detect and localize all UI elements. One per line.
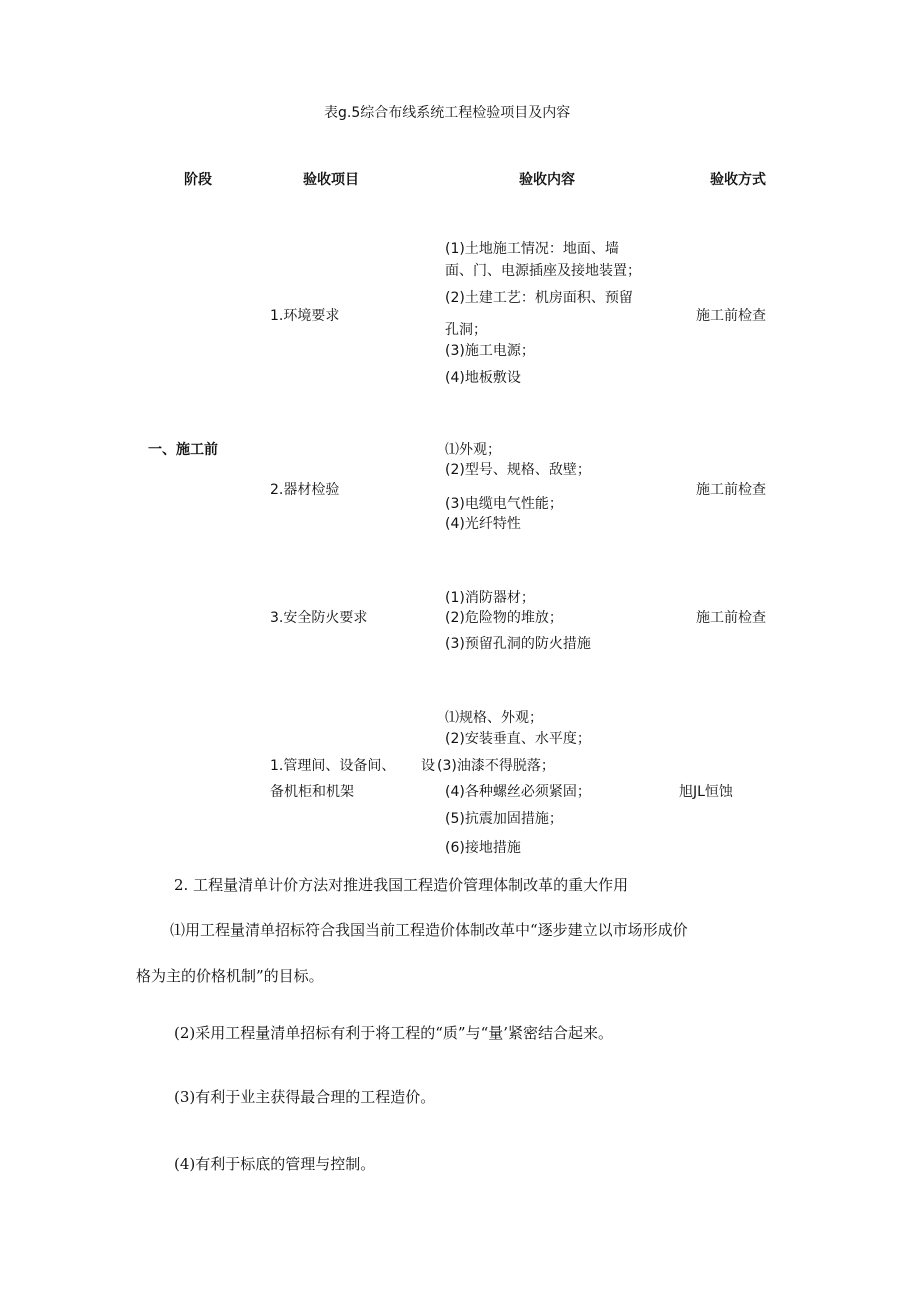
row4-method: 旭JL恒蚀 (679, 784, 733, 800)
paragraph-4: (4)有利于标底的管理与控制。 (174, 1155, 376, 1173)
row1-content-line: (3)施工电源； (445, 343, 535, 359)
row1-content-line: (1)土地施工情况：地面、墙 (445, 241, 619, 257)
row4-item-line2: 备机柜和机架 (270, 784, 354, 800)
row4-content-line: (5)抗震加固措施； (445, 811, 563, 827)
row2-content-line: ⑴外观； (445, 442, 501, 458)
row1-item: 1.环境要求 (270, 308, 340, 324)
row2-item: 2.器材检验 (270, 482, 340, 498)
row1-method: 施工前检查 (696, 308, 766, 324)
paragraph-1-line1: ⑴用工程量清单招标符合我国当前工程造价体制改革中“逐步建立以市场形成价 (170, 921, 688, 939)
row4-content-line: (4)各种螺丝必须紧固； (445, 784, 591, 800)
row4-content-line: (3)油漆不得脱落； (437, 758, 555, 774)
stage-label: 一、施工前 (148, 442, 218, 458)
row3-item: 3.安全防火要求 (270, 610, 368, 626)
row3-method: 施工前检查 (696, 610, 766, 626)
row2-content-line: (2)型号、规格、敌壁； (445, 462, 591, 478)
row2-content-line: (3)电缆电气性能； (445, 496, 563, 512)
row3-content-line: (3)预留孔洞的防火措施 (445, 636, 591, 652)
table-title: 表g.5综合布线系统工程检验项目及内容 (324, 105, 571, 121)
header-item: 验收项目 (303, 172, 359, 188)
section-heading: 2. 工程量清单计价方法对推进我国工程造价管理体制改革的重大作用 (174, 876, 629, 894)
header-content: 验收内容 (519, 172, 575, 188)
row4-item-line1-tail: 设 (421, 758, 435, 774)
row3-content-line: (2)危险物的堆放； (445, 610, 563, 626)
row4-content-line: ⑴规格、外观； (445, 710, 543, 726)
header-method: 验收方式 (710, 172, 766, 188)
paragraph-1-line2: 格为主的价格机制”的目标。 (136, 967, 324, 985)
row4-item-line1: 1.管理间、设备间、 (270, 758, 396, 774)
row3-content-line: (1)消防器材； (445, 590, 535, 606)
row1-content-line: (2)土建工艺：机房面积、预留 (445, 290, 633, 306)
header-stage: 阶段 (184, 172, 212, 188)
row1-content-line: 面、门、电源插座及接地装置； (445, 263, 641, 279)
paragraph-3: (3)有利于业主获得最合理的工程造价。 (174, 1088, 436, 1106)
row2-method: 施工前检查 (696, 482, 766, 498)
row1-content-line: 孔洞； (445, 322, 487, 338)
row4-content-line: (2)安装垂直、水平度； (445, 731, 591, 747)
row2-content-line: (4)光纤特性 (445, 516, 521, 532)
row1-content-line: (4)地板敷设 (445, 370, 521, 386)
paragraph-2: (2)采用工程量清单招标有利于将工程的“质”与“量’紧密结合起来。 (174, 1024, 614, 1042)
row4-content-line: (6)接地措施 (445, 840, 521, 856)
